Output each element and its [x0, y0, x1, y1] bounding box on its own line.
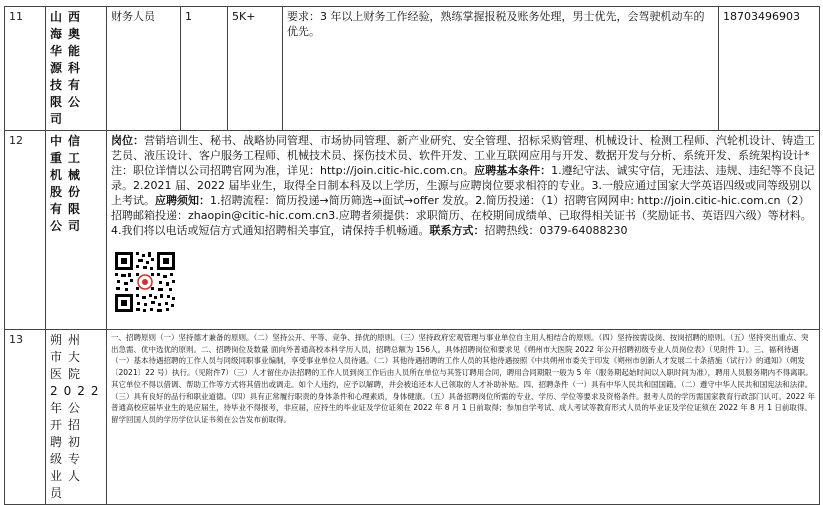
- job-details: [107, 131, 820, 330]
- company-name: 朔州市大医院2022年公开招聘初级专业人员: [46, 330, 107, 505]
- positions-text: 营销培训生、秘书、战略协同管理、市场协同管理、新产业研究、安全管理、招标采购管理、机械设计、检测工程师、汽轮机设计、铸造工艺员、液压设计、客户服务工程师、机械技术员、探伤技术员、软件开发、工业互联网应用与开发、数据开发与分析、系统开发、系统架构设计*注：职位详情以公司招聘官网为准，详见：http://join.citic-hic.com.cn。: [111, 134, 815, 177]
- contact-phone: 18703496903: [719, 7, 820, 131]
- contact-text: 招聘热线：0379-64088230: [484, 224, 628, 237]
- basic-conditions-text: 1.遵纪守法、诚实守信，无违法、违规、违纪等不良记录。2.2021 届、2022 届毕业生，取得全日制本科及以上学历，生源与应聘岗位要求相符的专业。3.一般应通过国家大学英语四级或同等级别以上考试。: [111, 164, 815, 207]
- qr-code-icon: [113, 250, 177, 314]
- contact-label: 联系方式：: [429, 224, 485, 237]
- position-name: 财务人员: [107, 7, 181, 131]
- table-row: [5, 330, 820, 505]
- salary: 5K+: [228, 7, 283, 131]
- headcount: 1: [181, 7, 228, 131]
- row-number: 11: [5, 7, 46, 131]
- notice-label: 应聘须知：: [155, 194, 210, 207]
- row-number: 12: [5, 131, 46, 330]
- notice-text: 1.招聘流程：简历投递→简历筛选→面试→offer 发放。2.简历投递：（1）招聘官网网申: http://join.citic-hic.com.cn（2）招聘邮箱投递：zhaopin@citic-hic.com.cn3.应聘者须提供：求职简历、在校期间成绩单、已取得相关证书（奖励证书、英语四六级）等材料。4.我们将以电话或短信方式通知招聘相关事宜，请保持手机畅通。: [111, 194, 812, 237]
- company-name: 中信重工机械股份有限公司: [46, 131, 107, 330]
- requirements-text: 要求：3 年以上财务工作经验，熟练掌握报税及账务处理，男士优先，会驾驶机动车的优先。: [283, 7, 719, 131]
- announcement-text: 一、招聘原则（一）坚持德才兼备的原则。（二）坚持公开、平等、竞争、择优的原则。（三）坚持政府宏观管理与事业单位自主用人相结合的原则。（四）坚持按需设岗、按岗招聘的原则。（五）坚持突出重点、突出急需、优中选优的原则。二、招聘岗位及数量 面向外普通高校本科学历人员，招聘总额为 156人。具体招聘岗位和要求见《朔州市大医院 2022 年公开招聘初级专业人员岗位表》（见附件 1）。三、福利待遇（一）基本待遇招聘的工作人员与同级同职事业编制，享受事业单位人员待遇。（二）其他待遇招聘的工作人员的其他待遇按照《中共朔州市委关于印发《朔州市创新人才发展二十条措施（试行）》的通知》（朔发〔2021〕22 号）执行。（见附件7）（三）人才留住办法招聘的工作人员到岗工作后由人员所在单位与其签订聘用合同，聘用合同期限一般为 5 年（服务期起始时间以入职时间为准），聘用人员服务期内不得离职。其它单位不得以借调、帮助工作等方式将其借出或调走。如个人违约，应予以解聘，并会被追还本人已领取的人才补助补贴。四、招聘条件（一）具有中华人民共和国国籍。（二）遵守中华人民共和国宪法和法律。（三）具有良好的品行和职业道德。（四）具有正常履行职责的身体条件和心理素质，身体健康。（五）具备招聘岗位所需的专业、学历、学位等要求及资格条件。报考人员的学历需国家教育行政部门认可。2022 年普通高校应届毕业生的是应届生，待毕业不得报考，非应届，应持生的毕业证及学位证须在 2022 年 8 月 1 日前取得；参加自学考试、成人考试等教育形式人员的毕业证及学位证须在 2022 年 8 月 1 日前取得。留学回国人员的学历学位认证书须在公告发布前取得。: [107, 330, 820, 505]
- row-number: 13: [5, 330, 46, 505]
- company-name: 山西海奥华能源科技有限公司: [46, 7, 107, 131]
- positions-label: 岗位：: [111, 134, 144, 147]
- job-listing-table: [4, 6, 819, 500]
- basic-conditions-label: 应聘基本条件：: [474, 164, 552, 177]
- table-row: [5, 7, 820, 131]
- table-row: [5, 131, 820, 330]
